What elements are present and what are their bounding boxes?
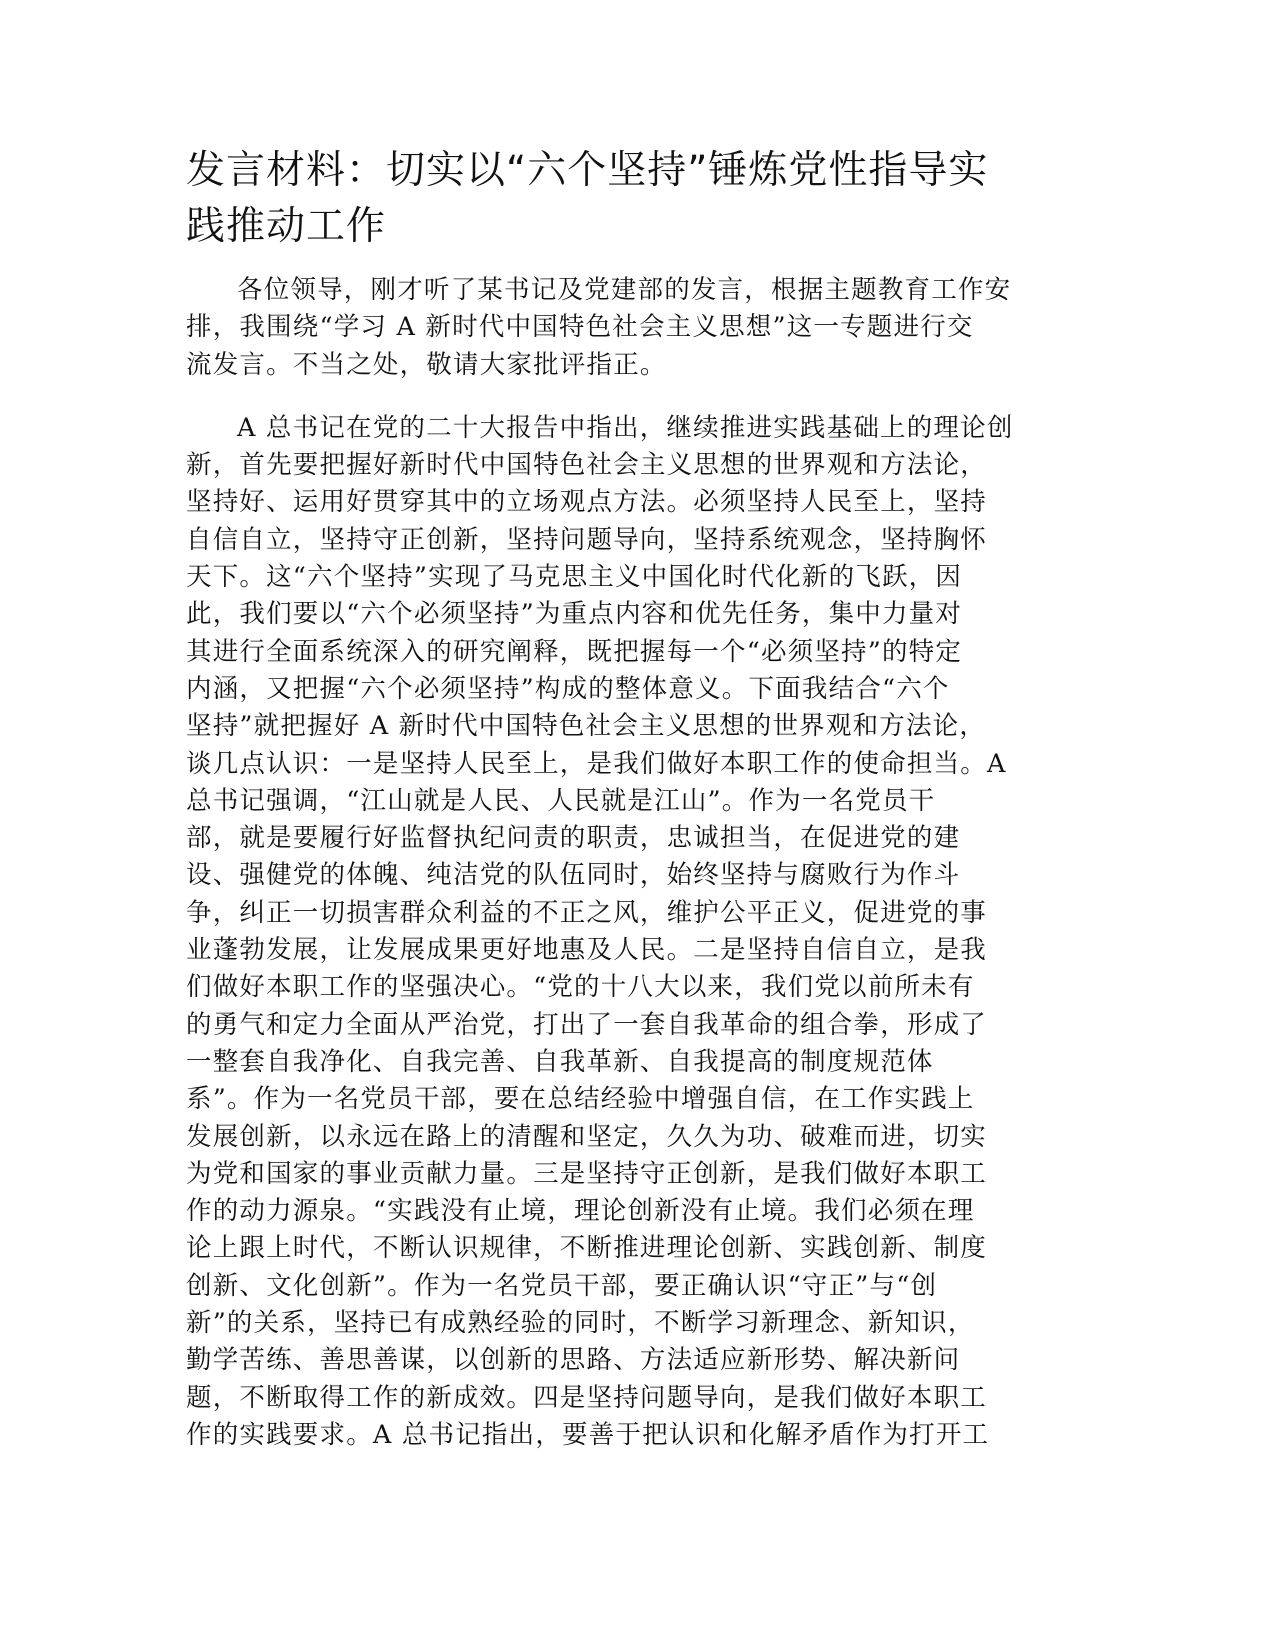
body-line: 总书记强调，“江山就是人民、人民就是江山”。作为一名党员干 xyxy=(186,785,936,816)
body-line: 业蓬勃发展，让发展成果更好地惠及人民。二是坚持自信自立，是我 xyxy=(186,935,988,966)
body-line: 新，首先要把握好新时代中国特色社会主义思想的世界观和方法论， xyxy=(186,450,988,481)
body-line: 创新、文化创新”。作为一名党员干部，要正确认识“守正”与“创 xyxy=(186,1270,938,1301)
body-line: 坚持”就把握好 A 新时代中国特色社会主义思想的世界观和方法论， xyxy=(186,711,987,742)
body-line: 自信自立，坚持守正创新，坚持问题导向，坚持系统观念，坚持胸怀 xyxy=(186,524,988,555)
body-line: 坚持好、运用好贯穿其中的立场观点方法。必须坚持人民至上，坚持 xyxy=(186,487,988,518)
intro-line: 各位领导，刚才听了某书记及党建部的发言，根据主题教育工作安 xyxy=(237,275,1012,305)
title-line-2: 践推动工作 xyxy=(186,204,387,249)
body-line: 一整套自我净化、自我完善、自我革新、自我提高的制度规范体 xyxy=(186,1046,934,1077)
body-line: 谈几点认识：一是坚持人民至上，是我们做好本职工作的使命担当。A xyxy=(186,748,1007,779)
body-line: 勤学苦练、善思善谋，以创新的思路、方法适应新形势、解决新问 xyxy=(186,1345,961,1376)
intro-line: 排，我围绕“学习 A 新时代中国特色社会主义思想”这一专题进行交 xyxy=(186,312,974,343)
paragraph-spacer xyxy=(186,384,1086,410)
body-line: 们做好本职工作的坚强决心。“党的十八大以来，我们党以前所未有 xyxy=(186,972,975,1003)
body-line: 作的实践要求。A 总书记指出，要善于把认识和化解矛盾作为打开工 xyxy=(186,1419,990,1450)
body-line: 此，我们要以“六个必须坚持”为重点内容和优先任务，集中力量对 xyxy=(186,599,963,630)
document-title xyxy=(186,143,1086,255)
body-line: 为党和国家的事业贡献力量。三是坚持守正创新，是我们做好本职工 xyxy=(186,1158,988,1189)
body-line: 作的动力源泉。“实践没有止境，理论创新没有止境。我们必须在理 xyxy=(186,1196,975,1227)
main-paragraph xyxy=(186,410,1086,1454)
title-line-1: 发言材料：切实以“六个坚持”锤炼党性指导实 xyxy=(186,148,989,193)
body-line: 新”的关系，坚持已有成熟经验的同时，不断学习新理念、新知识， xyxy=(186,1308,975,1339)
body-line: 其进行全面系统深入的研究阐释，既把握每一个“必须坚持”的特定 xyxy=(186,636,963,667)
body-line: A 总书记在党的二十大报告中指出，继续推进实践基础上的理论创 xyxy=(237,412,1014,443)
body-line: 内涵，又把握“六个必须坚持”构成的整体意义。下面我结合“六个 xyxy=(186,673,950,704)
body-line: 天下。这“六个坚持”实现了马克思主义中国化时代化新的飞跃，因 xyxy=(186,562,963,593)
document-body xyxy=(186,272,1086,1454)
intro-paragraph xyxy=(186,272,1086,384)
body-line: 发展创新，以永远在路上的清醒和坚定，久久为功、破难而进，切实 xyxy=(186,1121,988,1152)
body-line: 系”。作为一名党员干部，要在总结经验中增强自信，在工作实践上 xyxy=(186,1084,975,1115)
intro-line: 流发言。不当之处，敬请大家批评指正。 xyxy=(186,349,667,380)
body-line: 论上跟上时代，不断认识规律，不断推进理论创新、实践创新、制度 xyxy=(186,1233,988,1264)
body-line: 题，不断取得工作的新成效。四是坚持问题导向，是我们做好本职工 xyxy=(186,1382,988,1413)
body-line: 争，纠正一切损害群众利益的不正之风，维护公平正义，促进党的事 xyxy=(186,897,988,928)
body-line: 的勇气和定力全面从严治党，打出了一套自我革命的组合拳，形成了 xyxy=(186,1009,988,1040)
body-line: 设、强健党的体魄、纯洁党的队伍同时，始终坚持与腐败行为作斗 xyxy=(186,860,961,891)
body-line: 部，就是要履行好监督执纪问责的职责，忠诚担当，在促进党的建 xyxy=(186,823,961,854)
